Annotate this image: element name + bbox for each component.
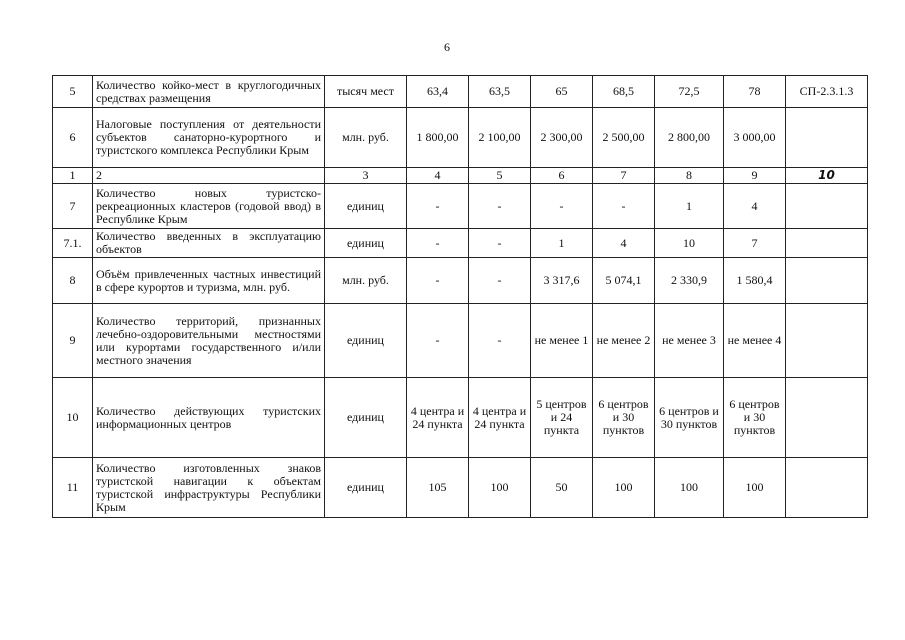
value-cell: -	[407, 229, 469, 258]
value-cell: 4	[407, 168, 469, 184]
unit-cell: единиц	[325, 304, 407, 378]
value-cell: 4	[593, 229, 655, 258]
table-row	[53, 458, 868, 518]
value-cell: 3 317,6	[531, 258, 593, 304]
reference-cell	[786, 229, 868, 258]
value-cell: 1	[531, 229, 593, 258]
unit-cell: тысяч мест	[325, 76, 407, 108]
row-number-cell: 10	[53, 378, 93, 458]
unit-cell: млн. руб.	[325, 108, 407, 168]
value-cell: -	[593, 184, 655, 229]
value-cell: не менее 2	[593, 304, 655, 378]
reference-cell	[786, 108, 868, 168]
table-row	[53, 304, 868, 378]
indicator-name-cell: Количество территорий, признанных лечебно-оздоровительными местностями или курортами государственного и/или местного значения	[93, 304, 325, 378]
value-cell: 7	[724, 229, 786, 258]
row-number-cell: 5	[53, 76, 93, 108]
value-cell: 6 центров и 30 пунктов	[724, 378, 786, 458]
reference-cell: 10	[786, 168, 868, 184]
reference-cell	[786, 378, 868, 458]
row-number-cell: 11	[53, 458, 93, 518]
indicator-name-cell: Количество действующих туристских информационных центров	[93, 378, 325, 458]
value-cell: -	[531, 184, 593, 229]
table-row	[53, 76, 868, 108]
table-row	[53, 229, 868, 258]
value-cell: 4 центра и 24 пункта	[469, 378, 531, 458]
value-cell: -	[469, 184, 531, 229]
indicator-name-cell: Количество введенных в эксплуатацию объектов	[93, 229, 325, 258]
value-cell: 100	[655, 458, 724, 518]
value-cell: 5	[469, 168, 531, 184]
value-cell: 9	[724, 168, 786, 184]
table-row	[53, 258, 868, 304]
value-cell: 5 074,1	[593, 258, 655, 304]
unit-cell: единиц	[325, 229, 407, 258]
page-number: 6	[444, 40, 450, 54]
value-cell: 1 580,4	[724, 258, 786, 304]
value-cell: не менее 1	[531, 304, 593, 378]
unit-cell: 3	[325, 168, 407, 184]
value-cell: 2 800,00	[655, 108, 724, 168]
value-cell: 65	[531, 76, 593, 108]
row-number-cell: 8	[53, 258, 93, 304]
value-cell: 6 центров и 30 пунктов	[593, 378, 655, 458]
indicators-table	[52, 75, 868, 518]
value-cell: -	[469, 229, 531, 258]
value-cell: 10	[655, 229, 724, 258]
unit-cell: единиц	[325, 184, 407, 229]
value-cell: 2 500,00	[593, 108, 655, 168]
value-cell: 1	[655, 184, 724, 229]
value-cell: 4	[724, 184, 786, 229]
value-cell: 63,4	[407, 76, 469, 108]
value-cell: 100	[724, 458, 786, 518]
row-number-cell: 9	[53, 304, 93, 378]
reference-cell	[786, 458, 868, 518]
value-cell: 8	[655, 168, 724, 184]
table-row	[53, 108, 868, 168]
indicator-name-cell: Объём привлеченных частных инвестиций в сфере курортов и туризма, млн. руб.	[93, 258, 325, 304]
table-row	[53, 184, 868, 229]
table-body	[53, 76, 868, 518]
value-cell: 68,5	[593, 76, 655, 108]
table-row	[53, 378, 868, 458]
value-cell: 2 100,00	[469, 108, 531, 168]
value-cell: 7	[593, 168, 655, 184]
row-number-cell: 7.1.	[53, 229, 93, 258]
indicator-name-cell: Количество новых туристско-рекреационных кластеров (годовой ввод) в Республике Крым	[93, 184, 325, 229]
indicator-name-cell: 2	[93, 168, 325, 184]
value-cell: -	[469, 258, 531, 304]
value-cell: 72,5	[655, 76, 724, 108]
value-cell: 78	[724, 76, 786, 108]
value-cell: 100	[593, 458, 655, 518]
value-cell: 105	[407, 458, 469, 518]
unit-cell: единиц	[325, 458, 407, 518]
reference-cell	[786, 304, 868, 378]
table-row	[53, 168, 868, 184]
value-cell: 1 800,00	[407, 108, 469, 168]
value-cell: 4 центра и 24 пункта	[407, 378, 469, 458]
reference-cell	[786, 258, 868, 304]
reference-cell: СП-2.3.1.3	[786, 76, 868, 108]
value-cell: 5 центров и 24 пункта	[531, 378, 593, 458]
reference-cell	[786, 184, 868, 229]
row-number-cell: 6	[53, 108, 93, 168]
value-cell: 2 330,9	[655, 258, 724, 304]
value-cell: 50	[531, 458, 593, 518]
value-cell: -	[407, 258, 469, 304]
value-cell: 100	[469, 458, 531, 518]
unit-cell: единиц	[325, 378, 407, 458]
indicator-name-cell: Налоговые поступления от деятельности субъектов санаторно-курортного и туристского комплекса Республики Крым	[93, 108, 325, 168]
value-cell: -	[469, 304, 531, 378]
value-cell: 6	[531, 168, 593, 184]
value-cell: 6 центров и 30 пунктов	[655, 378, 724, 458]
indicator-name-cell: Количество изготовленных знаков туристской навигации к объектам туристской инфраструктуры Республики Крым	[93, 458, 325, 518]
value-cell: -	[407, 184, 469, 229]
value-cell: -	[407, 304, 469, 378]
value-cell: 63,5	[469, 76, 531, 108]
row-number-cell: 1	[53, 168, 93, 184]
indicator-name-cell: Количество койко-мест в круглогодичных средствах размещения	[93, 76, 325, 108]
unit-cell: млн. руб.	[325, 258, 407, 304]
value-cell: не менее 4	[724, 304, 786, 378]
value-cell: 2 300,00	[531, 108, 593, 168]
value-cell: не менее 3	[655, 304, 724, 378]
row-number-cell: 7	[53, 184, 93, 229]
value-cell: 3 000,00	[724, 108, 786, 168]
